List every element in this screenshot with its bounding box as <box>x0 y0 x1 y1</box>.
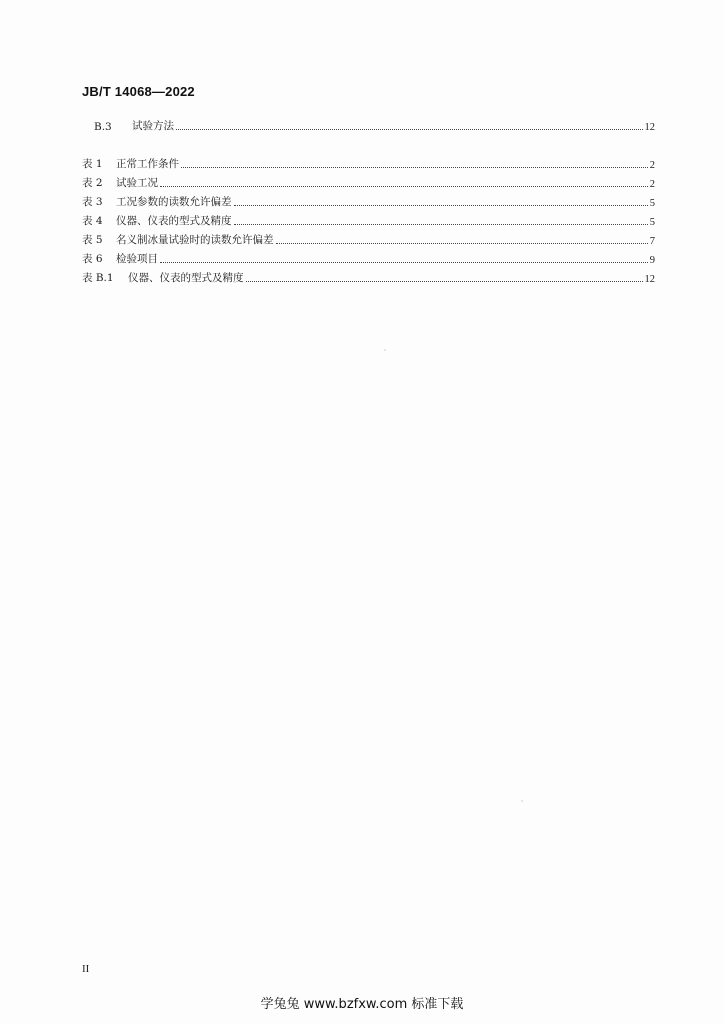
download-watermark: 学兔兔 www.bzfxw.com 标准下载 <box>260 997 464 1012</box>
toc-leader-dots <box>181 166 648 168</box>
toc-entry-number: 表 5 <box>82 234 103 246</box>
toc-entry-title: 名义制冰量试验时的读数允许偏差 <box>116 234 274 246</box>
toc-entry-title: 工况参数的读数允许偏差 <box>116 196 232 208</box>
toc-entry-table-b1[interactable] <box>82 269 655 285</box>
scan-speck <box>384 349 386 351</box>
toc-entry-table-1[interactable] <box>82 155 655 171</box>
toc-entry-page: 2 <box>649 179 655 190</box>
toc-leader-dots <box>160 185 648 187</box>
toc-leader-dots <box>234 223 648 225</box>
toc-entry-title: 检验项目 <box>116 253 158 265</box>
toc-entry-title: 仪器、仪表的型式及精度 <box>116 215 232 227</box>
page-number: II <box>82 963 90 975</box>
toc-entry-title: 试验方法 <box>132 120 174 132</box>
toc-leader-dots <box>160 261 648 263</box>
toc-leader-dots <box>234 204 648 206</box>
toc-leader-dots <box>276 242 648 244</box>
standard-code: JB/T 14068—2022 <box>82 84 195 99</box>
toc-entry-table-5[interactable] <box>82 231 655 247</box>
toc-entry-b3[interactable] <box>82 117 655 133</box>
toc-leader-dots <box>246 280 643 282</box>
toc-entry-page: 12 <box>644 122 655 133</box>
toc-entry-table-2[interactable] <box>82 174 655 190</box>
toc-entry-page: 7 <box>649 236 655 247</box>
toc-entry-number: 表 1 <box>82 158 103 170</box>
toc-entry-title: 试验工况 <box>116 177 158 189</box>
toc-entry-number: B.3 <box>94 121 112 133</box>
toc-entry-table-4[interactable] <box>82 212 655 228</box>
toc-entry-number: 表 4 <box>82 215 103 227</box>
toc-entry-number: 表 2 <box>82 177 103 189</box>
toc-leader-dots <box>176 128 643 130</box>
toc-entry-number: 表 3 <box>82 196 103 208</box>
scan-speck <box>521 800 523 802</box>
toc-entry-title: 正常工作条件 <box>116 158 179 170</box>
toc-entry-table-6[interactable] <box>82 250 655 266</box>
toc-entry-page: 9 <box>649 255 655 266</box>
toc-entry-page: 5 <box>649 217 655 228</box>
toc-entry-title: 仪器、仪表的型式及精度 <box>128 272 244 284</box>
toc-entry-table-3[interactable] <box>82 193 655 209</box>
toc-entry-number: 表 6 <box>82 253 103 265</box>
toc-entry-page: 12 <box>644 274 655 285</box>
toc-entry-page: 5 <box>649 198 655 209</box>
toc-entry-number: 表 B.1 <box>82 272 114 284</box>
toc-entry-page: 2 <box>649 160 655 171</box>
